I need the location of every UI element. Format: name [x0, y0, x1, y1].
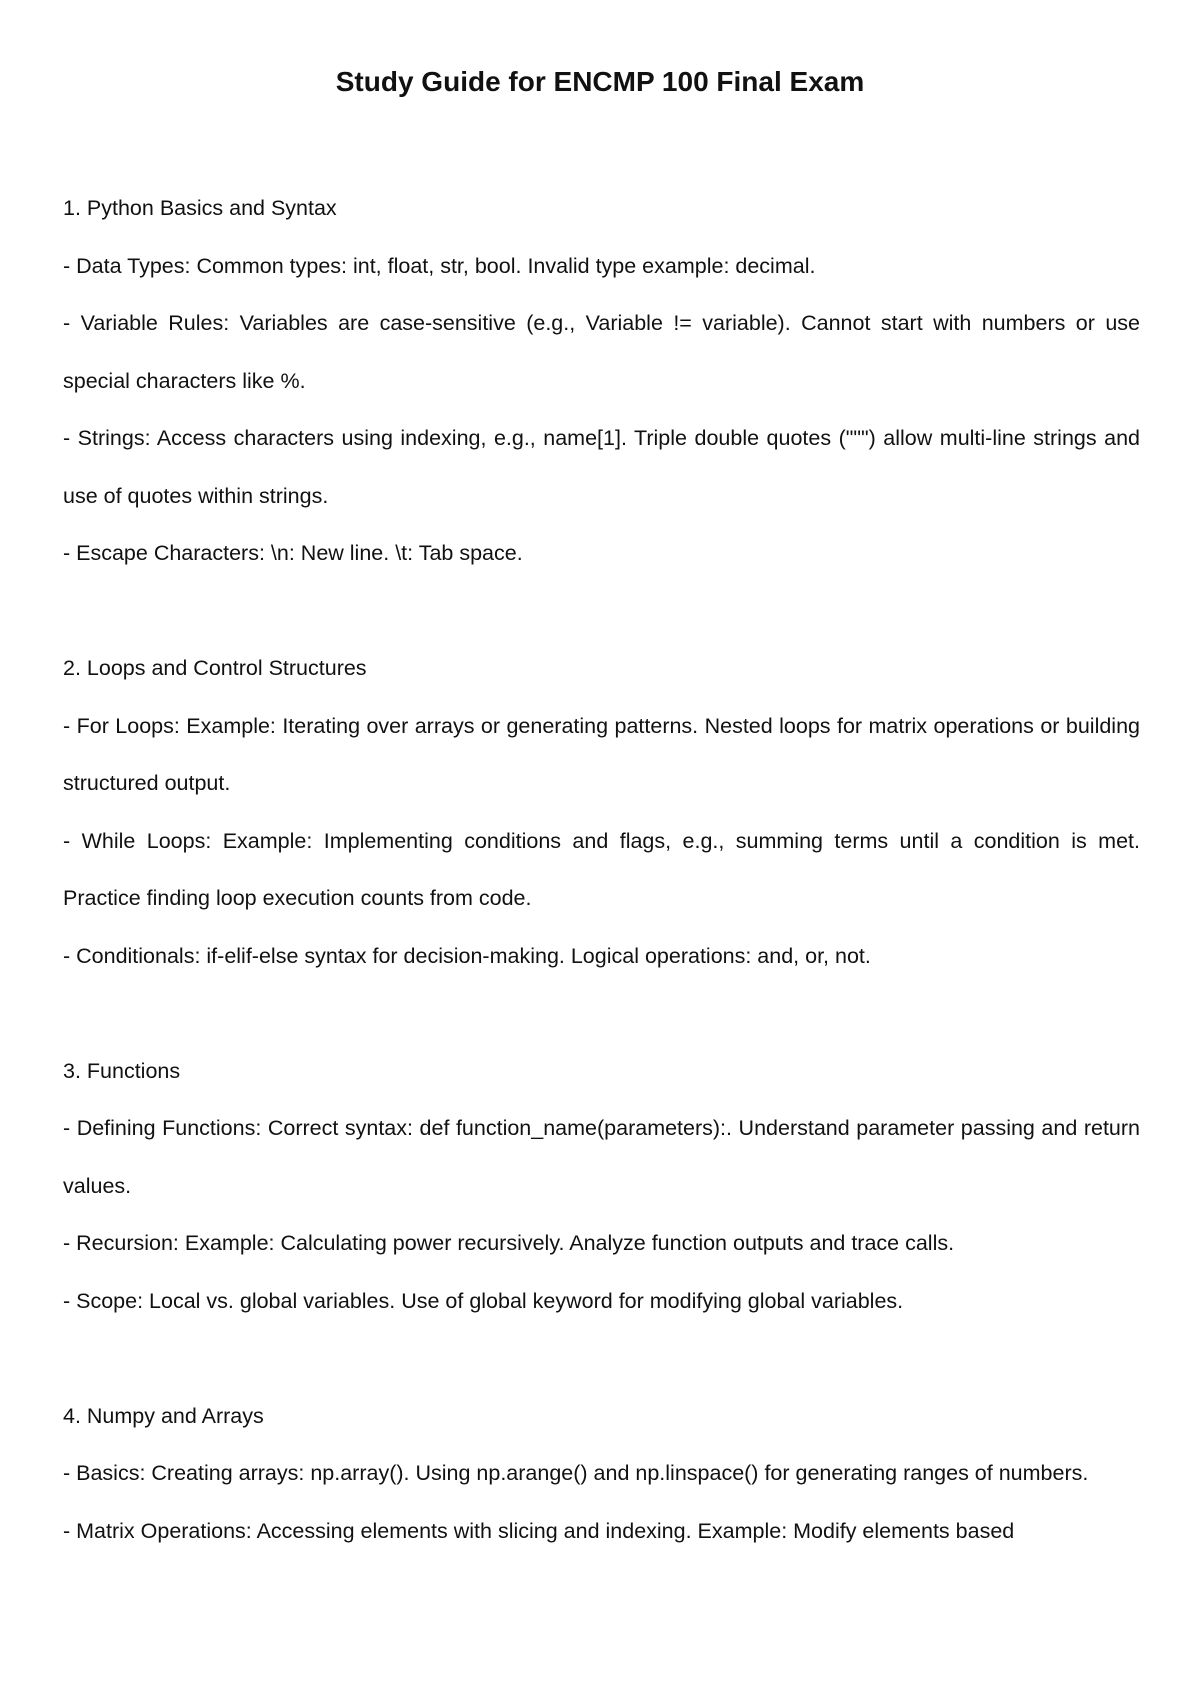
- list-item: - Matrix Operations: Accessing elements with slicing and indexing. Example: Modify elements based: [63, 1518, 1015, 1543]
- list-item: - Data Types: Common types: int, float, str, bool. Invalid type example: decimal.: [63, 253, 816, 278]
- section-python-basics: [63, 180, 1140, 583]
- section-heading: 2. Loops and Control Structures: [63, 656, 367, 680]
- list-item: - Strings: Access characters using indexing, e.g., name[1]. Triple double quotes (""") allow multi-line strings and use of quotes within strings.: [63, 426, 1140, 508]
- list-item: - Variable Rules: Variables are case-sensitive (e.g., Variable != variable). Cannot start with numbers or use special characters like %.: [63, 311, 1140, 393]
- list-item: - Recursion: Example: Calculating power recursively. Analyze function outputs and trace calls.: [63, 1231, 955, 1255]
- list-item: - Escape Characters: \n: New line. \t: Tab space.: [63, 541, 523, 565]
- list-item: - Scope: Local vs. global variables. Use of global keyword for modifying global variables.: [63, 1288, 904, 1313]
- section-functions: [63, 1043, 1140, 1331]
- section-spacer: [63, 583, 1140, 641]
- list-item: - Conditionals: if-elif-else syntax for decision-making. Logical operations: and, or, not.: [63, 943, 871, 968]
- section-spacer: [63, 1330, 1140, 1388]
- section-heading: 3. Functions: [63, 1058, 181, 1083]
- document-body: [63, 180, 1140, 1560]
- section-heading: 4. Numpy and Arrays: [63, 1403, 264, 1428]
- section-heading: 1. Python Basics and Syntax: [63, 196, 337, 220]
- section-numpy: [63, 1388, 1140, 1561]
- list-item: - Basics: Creating arrays: np.array(). Using np.arange() and np.linspace() for generating ranges of numbers.: [63, 1461, 1089, 1485]
- page-title: Study Guide for ENCMP 100 Final Exam: [335, 66, 865, 97]
- list-item: - Defining Functions: Correct syntax: def function_name(parameters):. Understand parameter passing and return values.: [63, 1116, 1140, 1198]
- list-item: - While Loops: Example: Implementing conditions and flags, e.g., summing terms until a condition is met. Practice finding loop execution counts from code.: [63, 828, 1140, 910]
- section-spacer: [63, 985, 1140, 1043]
- list-item: - For Loops: Example: Iterating over arrays or generating patterns. Nested loops for matrix operations or building structured output.: [63, 713, 1140, 795]
- section-loops: [63, 640, 1140, 985]
